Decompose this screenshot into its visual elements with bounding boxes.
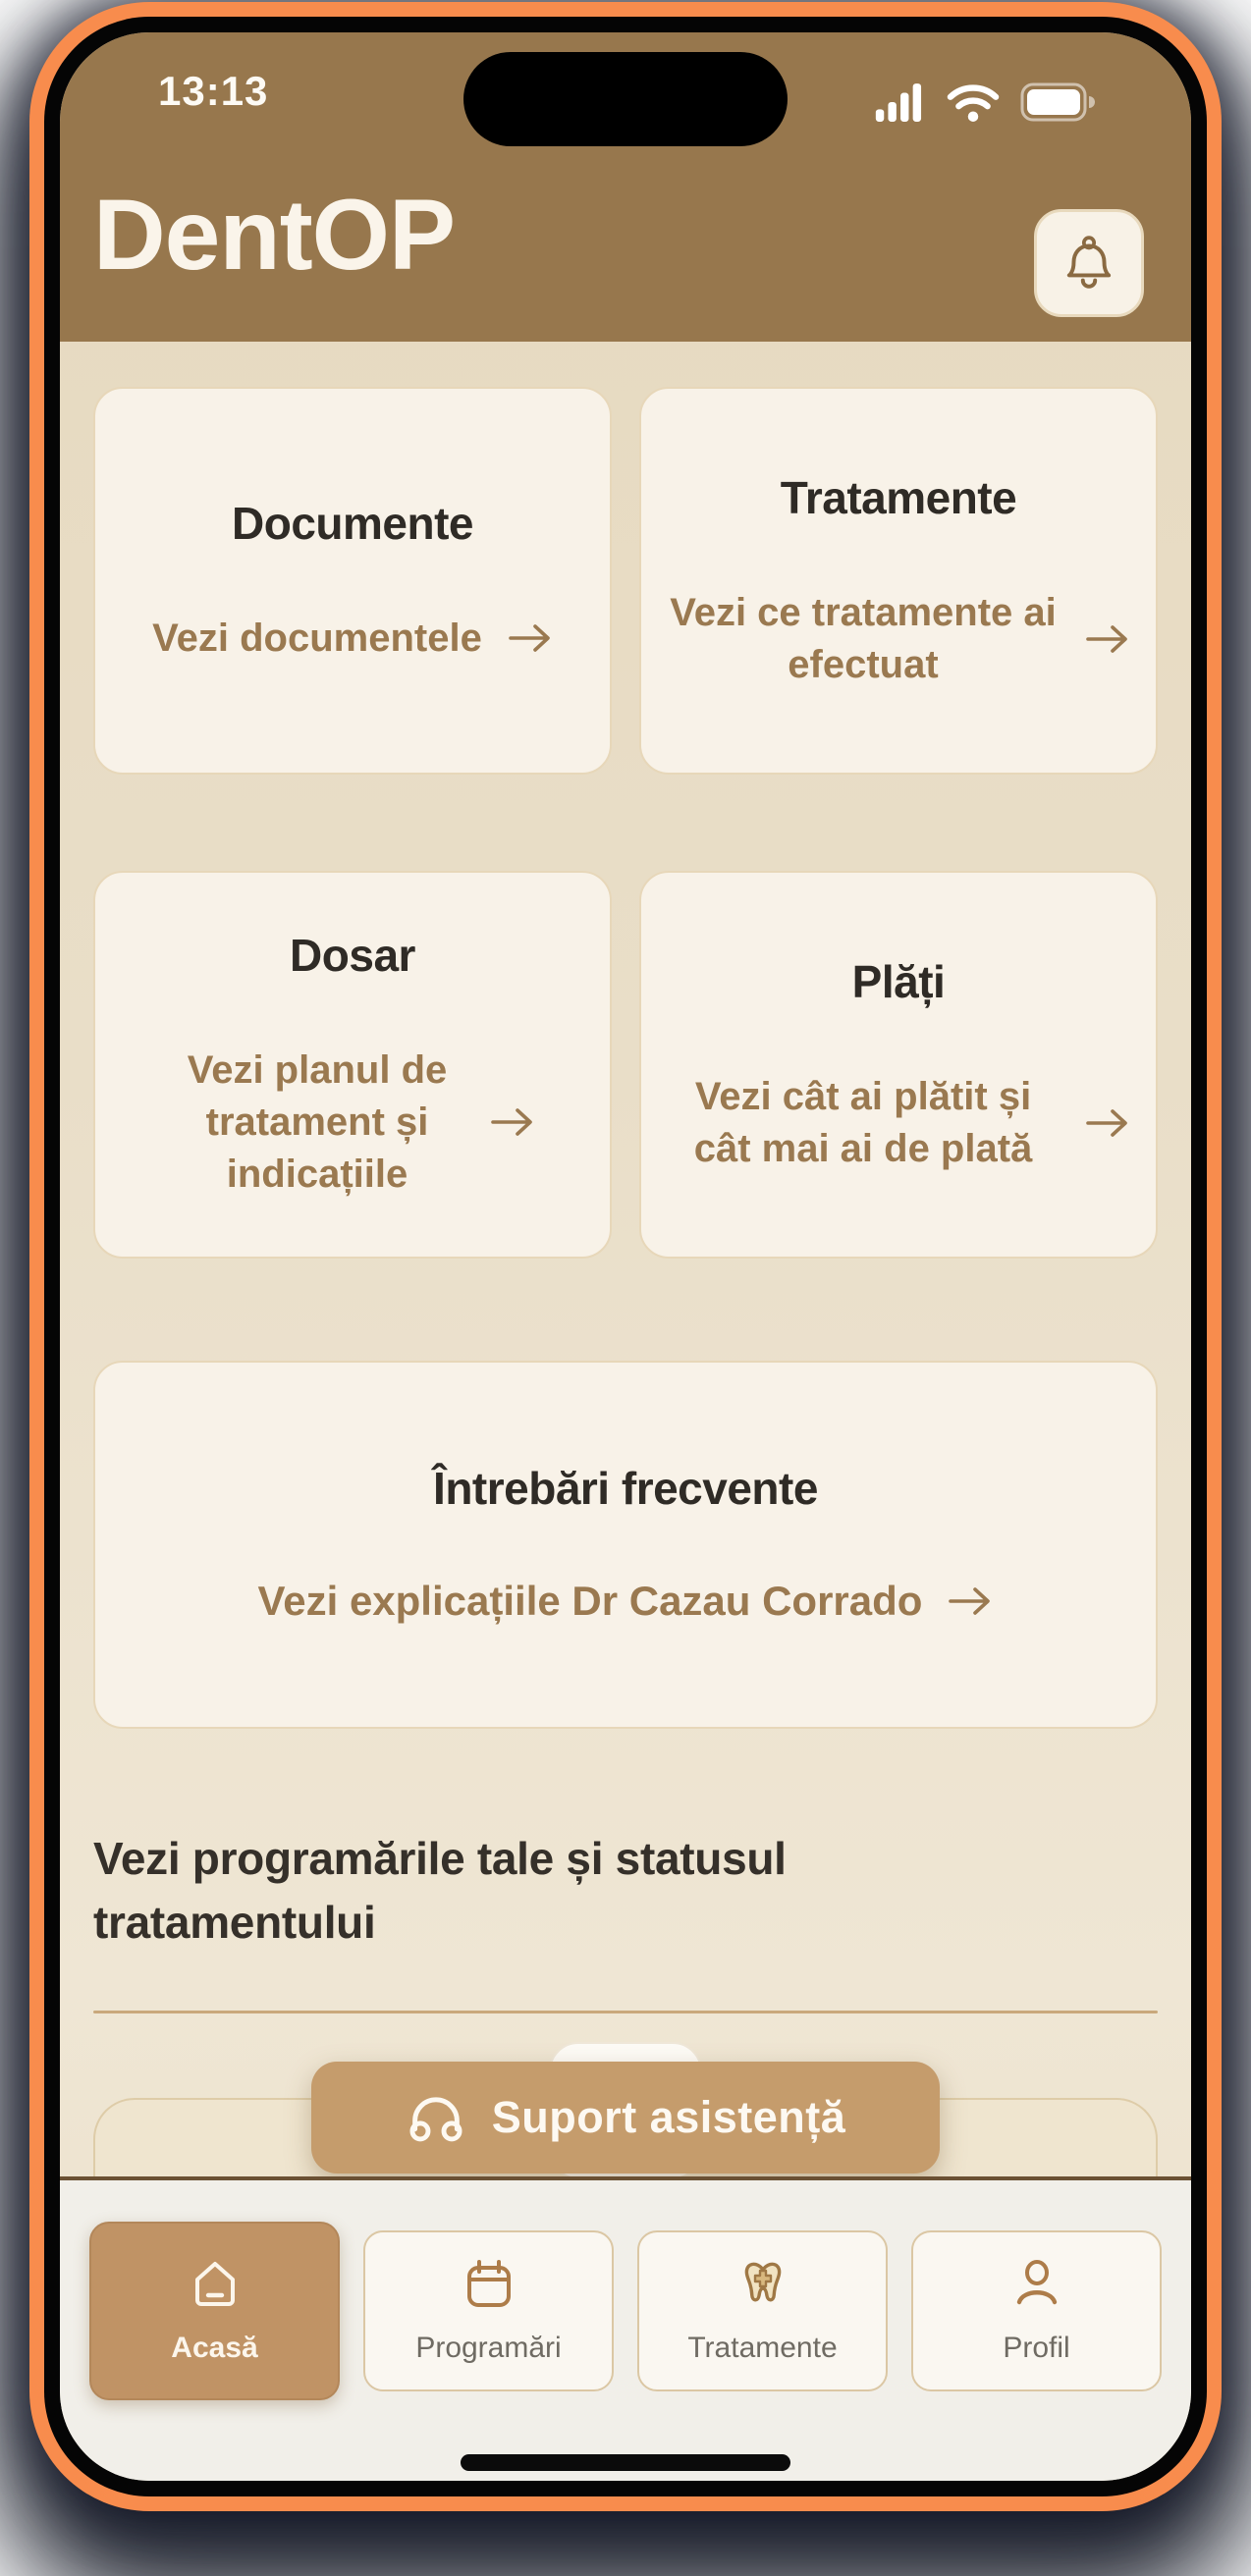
status-icons — [873, 81, 1097, 123]
support-button-label: Suport asistență — [491, 2092, 846, 2142]
card-link-label: Vezi planul de tratament și indicațiile — [187, 1048, 448, 1196]
card-title: Documente — [232, 498, 473, 550]
card-intrebari-frecvente[interactable] — [93, 1361, 1158, 1729]
status-time: 13:13 — [158, 68, 269, 114]
phone-bezel — [44, 17, 1207, 2496]
card-link — [667, 587, 1130, 691]
card-link — [170, 1045, 535, 1200]
home-indicator[interactable] — [461, 2454, 790, 2471]
tab-programari[interactable] — [363, 2230, 614, 2391]
notifications-button[interactable] — [1034, 209, 1144, 317]
phone-frame — [29, 2, 1222, 2511]
signal-icon — [873, 81, 926, 123]
home-icon — [188, 2257, 243, 2312]
arrow-right-icon — [948, 1584, 993, 1618]
card-link-label: Vezi cât ai plătit și cât mai ai de plată — [693, 1074, 1033, 1170]
tab-acasa[interactable] — [89, 2222, 340, 2400]
battery-icon — [1020, 82, 1097, 122]
tab-profil[interactable] — [911, 2230, 1162, 2391]
calendar-icon — [462, 2257, 517, 2312]
app-header — [60, 32, 1191, 342]
bell-icon — [1061, 234, 1117, 293]
card-title: Plăți — [851, 955, 946, 1007]
tab-bar — [60, 2176, 1191, 2481]
card-link — [152, 613, 553, 665]
card-plati[interactable] — [639, 871, 1158, 1259]
card-dosar[interactable] — [93, 871, 612, 1259]
tab-label: Acasă — [171, 2332, 258, 2364]
arrow-right-icon — [490, 1105, 535, 1139]
divider — [93, 2011, 1158, 2013]
card-link-label: Vezi explicațiile Dr Cazau Corrado — [257, 1577, 923, 1624]
card-link — [258, 1574, 994, 1628]
section-heading: Vezi programările tale și statusul tratamentului — [93, 1833, 787, 1949]
arrow-right-icon — [1085, 1106, 1130, 1140]
card-link — [667, 1071, 1130, 1175]
tab-label: Profil — [1003, 2332, 1070, 2364]
arrow-right-icon — [508, 621, 553, 655]
dynamic-island — [463, 52, 788, 146]
tab-tratamente[interactable] — [637, 2230, 888, 2391]
tab-label: Tratamente — [687, 2332, 838, 2364]
card-title: Tratamente — [780, 471, 1017, 523]
headphones-icon — [406, 2091, 466, 2144]
card-link-label: Vezi ce tratamente ai efectuat — [670, 590, 1057, 686]
support-button[interactable] — [311, 2062, 940, 2174]
tooth-icon — [735, 2257, 790, 2312]
tabs-row — [89, 2222, 1162, 2400]
wifi-icon — [946, 81, 1001, 123]
person-icon — [1009, 2257, 1064, 2312]
app-screen — [60, 32, 1191, 2481]
tab-label: Programări — [415, 2332, 562, 2364]
app-title: DentOP — [93, 179, 456, 291]
card-title: Dosar — [290, 930, 415, 982]
card-documente[interactable] — [93, 387, 612, 775]
card-link-label: Vezi documentele — [152, 617, 482, 661]
arrow-right-icon — [1085, 622, 1130, 656]
main-content — [60, 342, 1191, 2176]
card-tratamente[interactable] — [639, 387, 1158, 775]
card-title: Întrebări frecvente — [433, 1462, 818, 1514]
cards-grid — [93, 387, 1158, 1259]
